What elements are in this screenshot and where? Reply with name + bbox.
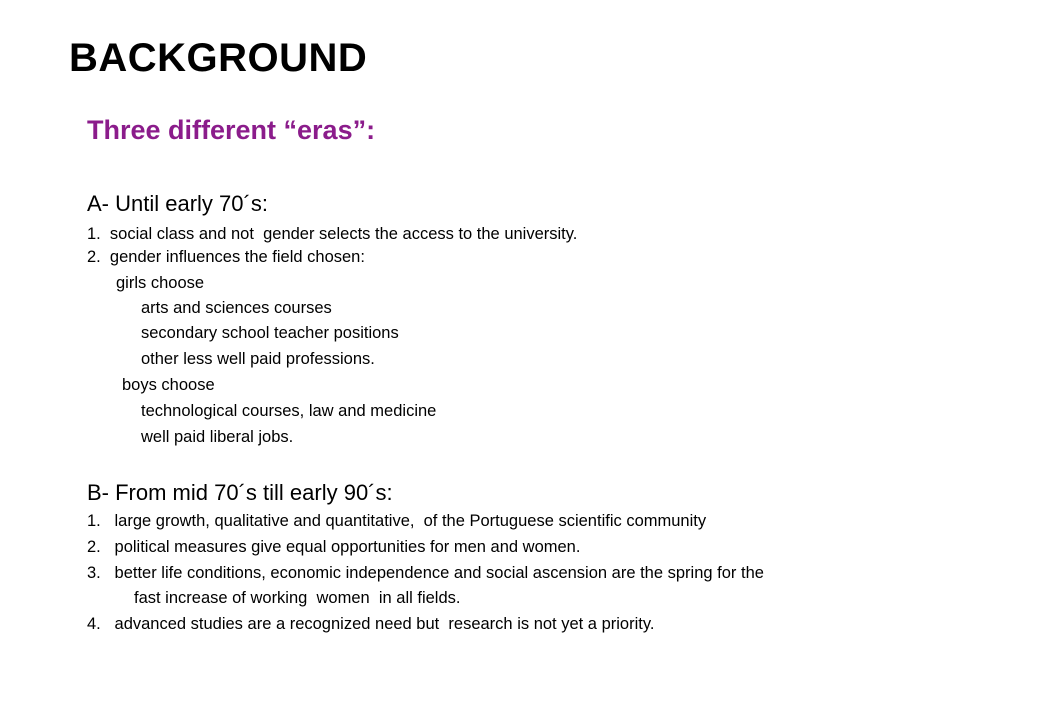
section-a-item-1: 1. social class and not gender selects the access to the university.	[87, 225, 578, 243]
section-b-item-3-cont: fast increase of working women in all fields.	[134, 589, 461, 607]
slide-title: BACKGROUND	[69, 36, 368, 80]
section-a-item-2: 2. gender influences the field chosen:	[87, 248, 365, 266]
section-b-item-3: 3. better life conditions, economic independence and social ascension are the spring for the	[87, 564, 764, 582]
section-b-item-1: 1. large growth, qualitative and quantitative, of the Portuguese scientific community	[87, 512, 707, 530]
section-a-girls-item-1: arts and sciences courses	[141, 299, 332, 317]
section-b-item-2: 2. political measures give equal opportunities for men and women.	[87, 538, 581, 556]
section-a-boys-item-2: well paid liberal jobs.	[141, 428, 294, 446]
section-a-boys-item-1: technological courses, law and medicine	[141, 402, 437, 420]
section-a-girls-item-3: other less well paid professions.	[141, 350, 375, 368]
section-a-girls-label: girls choose	[116, 274, 205, 292]
section-a-boys-label: boys choose	[122, 376, 215, 394]
section-b-heading: B- From mid 70´s till early 90´s:	[87, 480, 393, 505]
slide-subtitle: Three different “eras”:	[87, 115, 376, 145]
section-a-girls-item-2: secondary school teacher positions	[141, 324, 399, 342]
section-b-item-4: 4. advanced studies are a recognized need but research is not yet a priority.	[87, 615, 655, 633]
section-a-heading: A- Until early 70´s:	[87, 191, 268, 216]
